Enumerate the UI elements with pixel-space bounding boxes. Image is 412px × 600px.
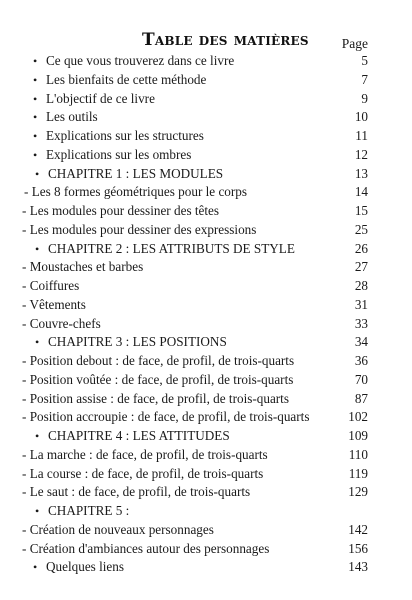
bullet-icon: • — [35, 429, 40, 443]
bullet-icon: • — [33, 72, 38, 87]
toc-entry[interactable] — [0, 390, 412, 409]
toc-entry[interactable] — [0, 202, 412, 221]
toc-entry-page: 10 — [354, 109, 368, 125]
toc-entry-page: 102 — [348, 409, 368, 425]
toc-entry[interactable] — [0, 258, 412, 277]
toc-entry-label: Les bienfaits de cette méthode — [46, 71, 207, 87]
toc-entry-label: - Les 8 formes géométriques pour le corps — [24, 184, 248, 200]
toc-entry-page: 9 — [361, 90, 368, 106]
toc-entry[interactable] — [0, 427, 412, 446]
toc-entry-label: - Création d'ambiances autour des personnages — [22, 540, 270, 556]
toc-entry-page: 129 — [348, 484, 368, 500]
toc-entry-label: - Les modules pour dessiner des têtes — [22, 203, 220, 218]
toc-entry[interactable] — [0, 352, 412, 371]
bullet-icon: • — [33, 91, 38, 106]
toc-entry-page: 25 — [354, 221, 368, 237]
toc-entry-label: - Position voûtée : de face, de profil, de trois-quarts — [22, 371, 294, 387]
toc-entry-label: - Le saut : de face, de profil, de trois-quarts — [22, 484, 251, 500]
toc-entry-label: CHAPITRE 3 : LES POSITIONS — [48, 334, 227, 350]
toc-entry-page: 36 — [354, 353, 368, 368]
toc-entry-label: CHAPITRE 4 : LES ATTITUDES — [48, 428, 230, 443]
toc-entry-page: 15 — [354, 203, 368, 218]
toc-entry[interactable] — [0, 71, 412, 90]
toc-entry[interactable] — [0, 90, 412, 109]
toc-entry-label: - Position assise : de face, de profil, de trois-quarts — [22, 390, 289, 406]
toc-entry[interactable] — [0, 333, 412, 352]
toc-entry[interactable] — [0, 558, 412, 577]
bullet-icon: • — [33, 54, 38, 68]
toc-entry-page: 26 — [354, 240, 368, 256]
bullet-icon: • — [35, 241, 40, 256]
toc-entry-page: 7 — [361, 71, 368, 87]
toc-entry-page: 34 — [354, 334, 368, 350]
toc-entry-page: 119 — [348, 465, 368, 481]
toc-entry-page: 31 — [354, 296, 368, 312]
toc-entry[interactable] — [0, 221, 412, 240]
toc-entry-label: - Moustaches et barbes — [22, 259, 144, 275]
toc-entry[interactable] — [0, 446, 412, 465]
toc-entry[interactable] — [0, 183, 412, 202]
toc-entry[interactable] — [0, 483, 412, 502]
toc-entry[interactable] — [0, 408, 412, 427]
toc-entry-page: 70 — [354, 371, 368, 387]
toc-entry-page: 27 — [354, 259, 368, 275]
toc-entry[interactable] — [0, 465, 412, 484]
toc-entry-label: - Position debout : de face, de profil, de trois-quarts — [22, 353, 295, 368]
toc-entry-label: CHAPITRE 2 : LES ATTRIBUTS DE STYLE — [48, 240, 295, 256]
toc-entry-label: - La marche : de face, de profil, de trois-quarts — [22, 446, 268, 462]
toc-entry-label: - Position accroupie : de face, de profil, de trois-quarts — [22, 409, 310, 425]
toc-entry-page: 13 — [354, 165, 368, 181]
toc-entry[interactable] — [0, 146, 412, 165]
toc-entry-label: - Les modules pour dessiner des expressions — [22, 221, 257, 237]
toc-entry-page: 109 — [348, 428, 368, 443]
bullet-icon: • — [33, 110, 38, 125]
toc-entry[interactable] — [0, 502, 412, 521]
toc-entry-page: 87 — [354, 390, 368, 406]
toc-entry-label: Quelques liens — [46, 559, 125, 575]
toc-entry-page: 142 — [348, 521, 368, 537]
toc-entry-page: 11 — [355, 128, 368, 143]
toc-entry-label: Explications sur les structures — [46, 128, 204, 143]
toc-entry-label: - Vêtements — [22, 296, 86, 312]
toc-entry-label: CHAPITRE 1 : LES MODULES — [48, 165, 224, 181]
page-column-header: Page — [341, 36, 368, 51]
toc-entry[interactable] — [0, 240, 412, 259]
toc-entry[interactable] — [0, 315, 412, 334]
toc-entry-label: Ce que vous trouverez dans ce livre — [46, 53, 235, 68]
toc-title: Table des matières — [142, 30, 309, 50]
toc-entry[interactable] — [0, 127, 412, 146]
toc-entry-label: Les outils — [46, 109, 98, 125]
toc-entry-label: - Création de nouveaux personnages — [22, 521, 214, 537]
toc-entry-page: 28 — [354, 278, 368, 293]
toc-entry-page: 156 — [348, 540, 368, 556]
toc-entry-label: - Coiffures — [22, 278, 80, 293]
bullet-icon: • — [33, 129, 38, 143]
toc-entry-label: CHAPITRE 5 : — [48, 503, 130, 518]
toc-entry-page: 14 — [354, 184, 368, 200]
bullet-icon: • — [33, 147, 38, 162]
toc-entry[interactable] — [0, 540, 412, 559]
toc-entry-label: - Couvre-chefs — [22, 315, 101, 331]
toc-entry-label: L'objectif de ce livre — [46, 90, 155, 106]
toc-entry[interactable] — [0, 277, 412, 296]
toc-entry[interactable] — [0, 108, 412, 127]
toc-entry-label: Explications sur les ombres — [46, 146, 192, 162]
toc-entry-page: 33 — [354, 315, 368, 331]
toc-entry[interactable] — [0, 521, 412, 540]
toc-entry-page: 143 — [348, 559, 368, 575]
bullet-icon: • — [35, 335, 40, 350]
toc-entry[interactable] — [0, 52, 412, 71]
toc-entry-page: 12 — [354, 146, 368, 162]
toc-entry-label: - La course : de face, de profil, de trois-quarts — [22, 465, 264, 481]
toc-entry[interactable] — [0, 165, 412, 184]
toc-entry-page: 110 — [348, 446, 368, 462]
toc-entry-page: 5 — [361, 53, 368, 68]
toc-entry[interactable] — [0, 296, 412, 315]
bullet-icon: • — [35, 504, 40, 518]
toc-entries — [0, 52, 412, 577]
toc-entry[interactable] — [0, 371, 412, 390]
bullet-icon: • — [33, 560, 38, 575]
bullet-icon: • — [35, 166, 40, 181]
